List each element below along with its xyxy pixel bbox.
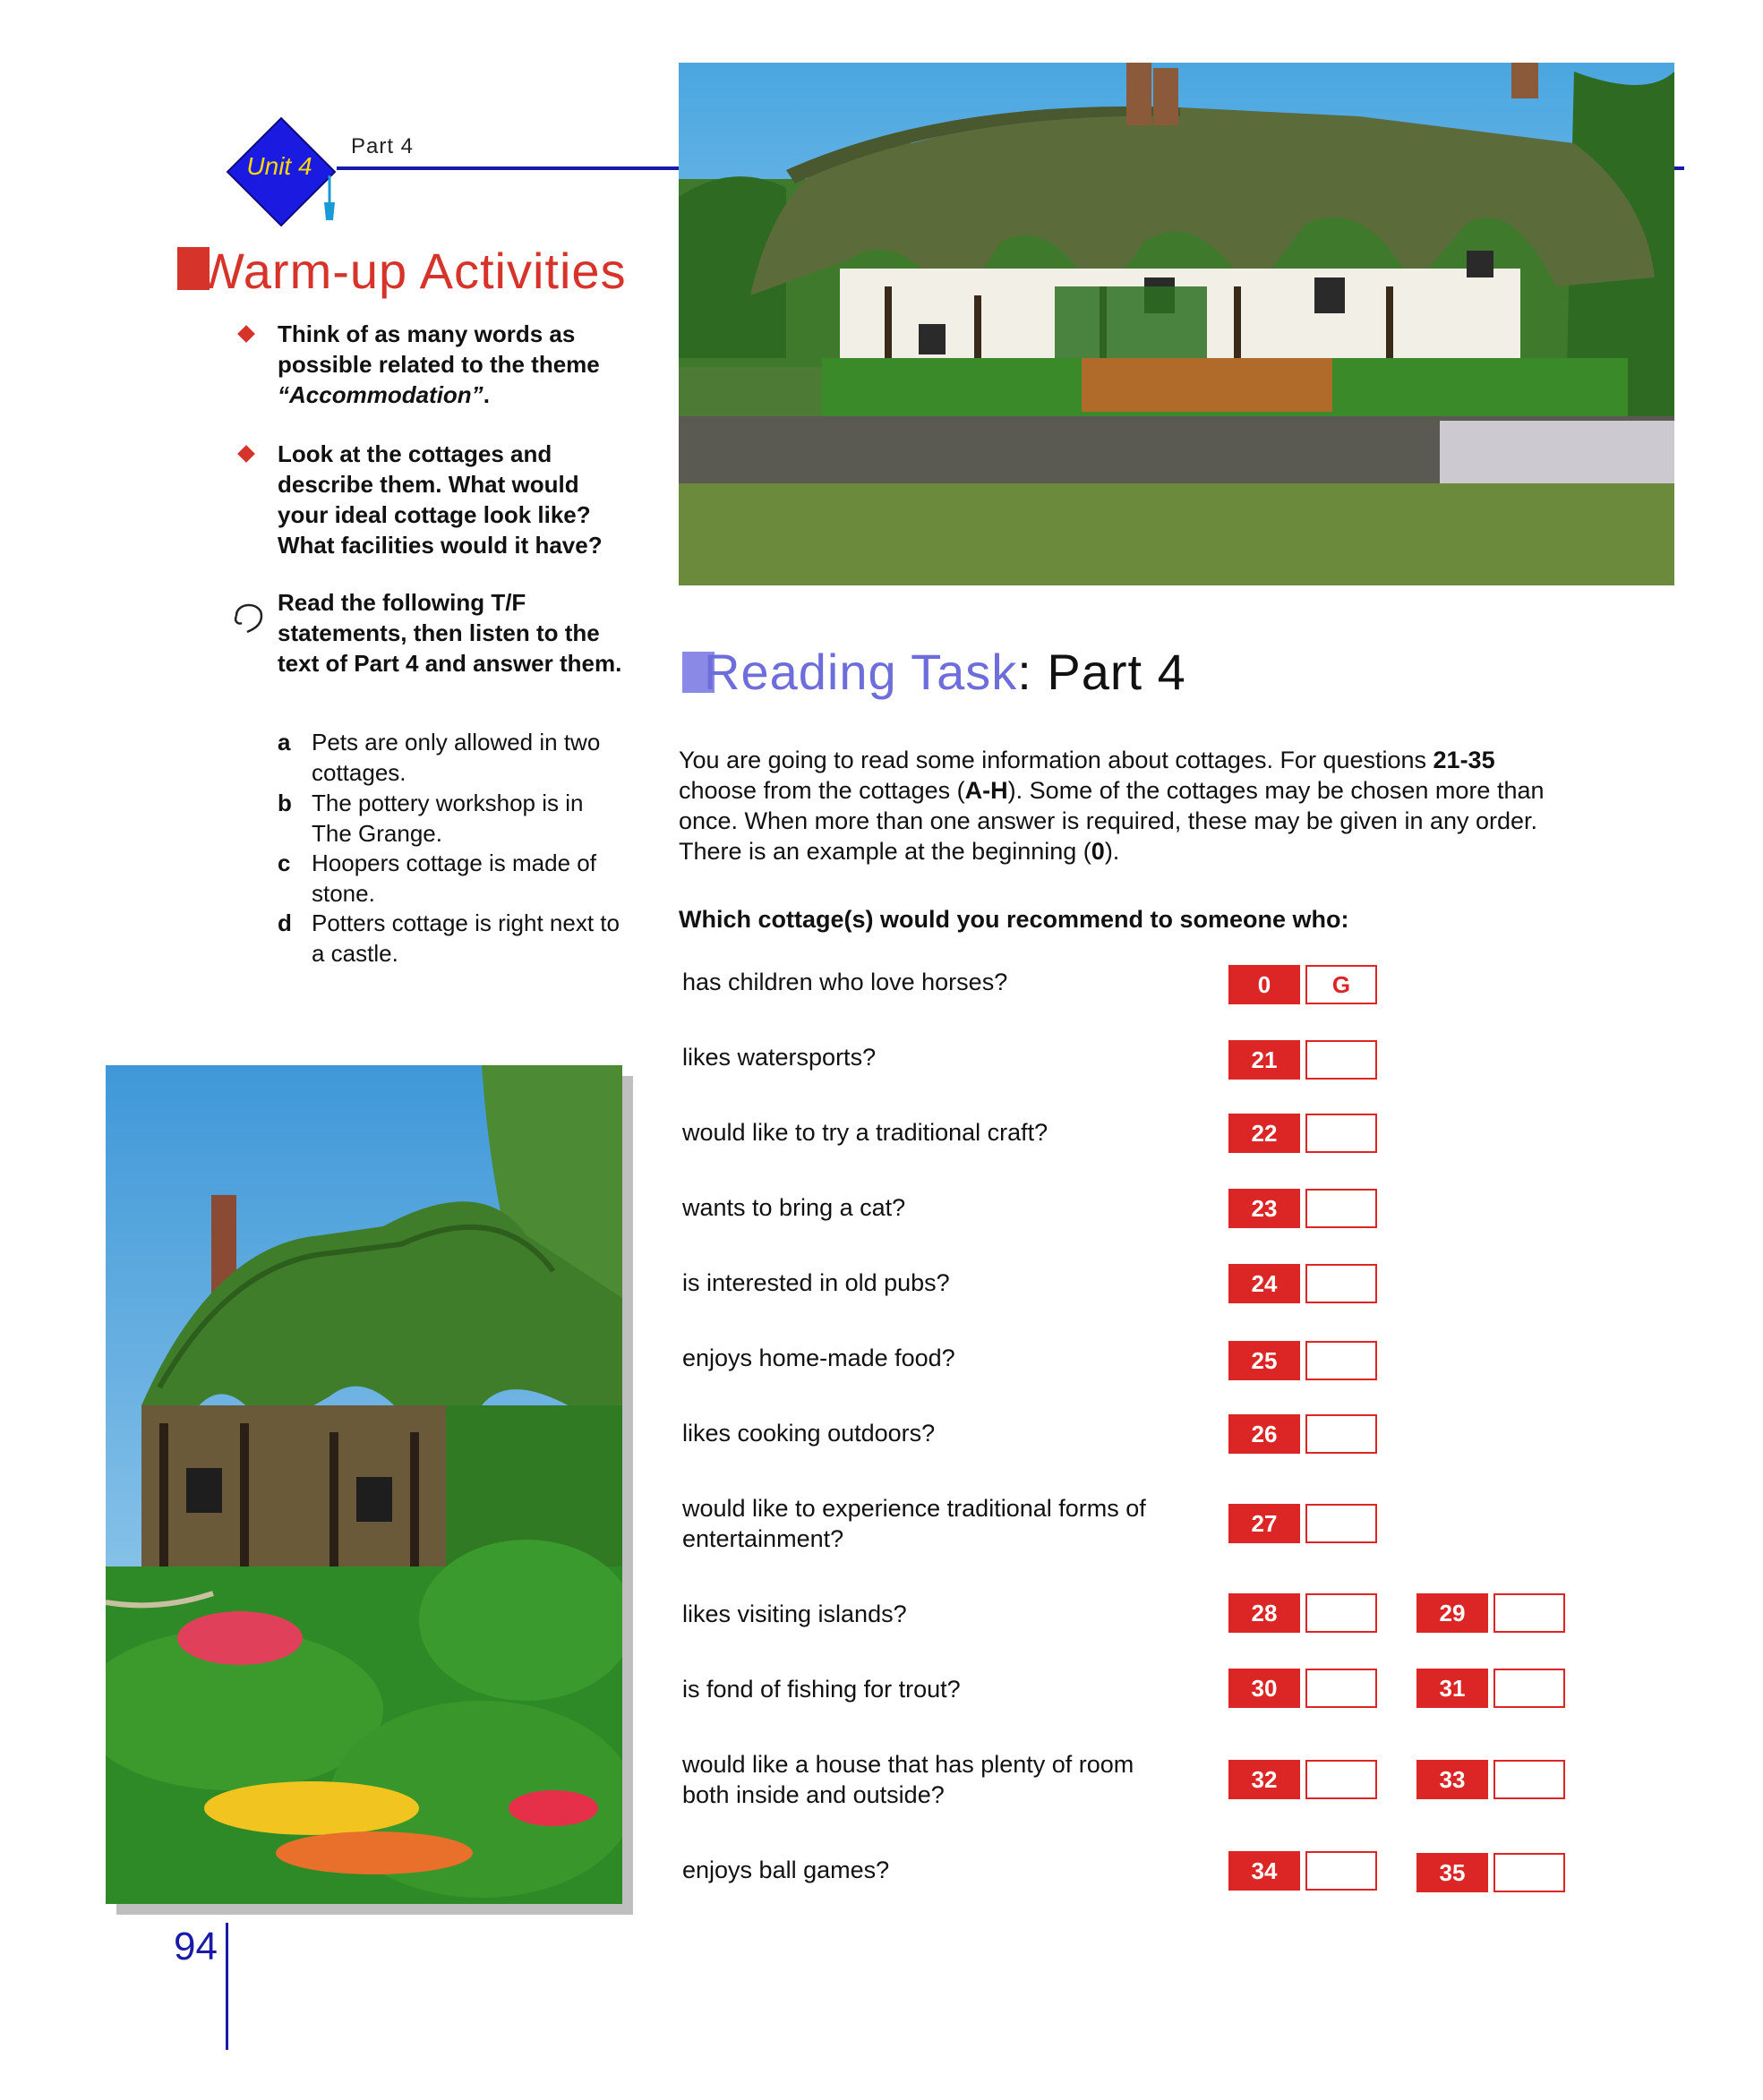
statement-letter: d bbox=[278, 909, 292, 936]
statement-c bbox=[278, 848, 627, 909]
warmup-item-1-text: Think of as many words as possible related to the theme bbox=[278, 320, 600, 378]
instructions-part: You are going to read some information about cottages. For questions bbox=[679, 747, 1434, 773]
instructions-part: ). Some of the cottages may be chosen more than once. When more than one answer is required, these may be given in any order. There is an example at the beginning ( bbox=[679, 777, 1545, 865]
instructions-part: choose from the cottages ( bbox=[679, 777, 965, 804]
question-23: wants to bring a cat? bbox=[682, 1194, 906, 1221]
answer-box[interactable] bbox=[1305, 1040, 1377, 1080]
answer-box[interactable] bbox=[1493, 1760, 1565, 1799]
answer-box[interactable] bbox=[1493, 1669, 1565, 1708]
question-number-badge: 21 bbox=[1228, 1040, 1300, 1080]
question-34-35: enjoys ball games? bbox=[682, 1857, 890, 1883]
warmup-title: Warm-up Activities bbox=[197, 243, 627, 299]
answer-box[interactable] bbox=[1305, 1504, 1377, 1543]
question-number-badge: 31 bbox=[1416, 1669, 1488, 1708]
part-label: Part 4 bbox=[351, 134, 415, 158]
answer-box[interactable] bbox=[1305, 1414, 1377, 1454]
instructions-example: 0 bbox=[1091, 838, 1105, 865]
question-number-badge: 23 bbox=[1228, 1189, 1300, 1228]
question-number-badge: 22 bbox=[1228, 1114, 1300, 1153]
page-number-divider bbox=[226, 1923, 228, 2050]
headphones-icon bbox=[231, 594, 267, 634]
statement-letter: c bbox=[278, 849, 291, 876]
question-26: likes cooking outdoors? bbox=[682, 1420, 936, 1447]
question-number-badge: 0 bbox=[1228, 965, 1300, 1004]
warmup-item-2: Look at the cottages and describe them. What would your ideal cottage look like? What facilities would it have? bbox=[278, 440, 603, 559]
statement-a bbox=[278, 727, 627, 788]
question-25: enjoys home-made food? bbox=[682, 1345, 955, 1371]
question-21: likes watersports? bbox=[682, 1044, 877, 1071]
instructions-part: ). bbox=[1104, 838, 1120, 865]
answer-box[interactable]: G bbox=[1305, 965, 1377, 1004]
question-number-badge: 25 bbox=[1228, 1341, 1300, 1380]
reading-task-title bbox=[704, 643, 1186, 701]
bullet-diamond-icon bbox=[237, 325, 255, 343]
answer-box[interactable] bbox=[1305, 1341, 1377, 1380]
question-number-badge: 32 bbox=[1228, 1760, 1300, 1799]
statement-letter: a bbox=[278, 729, 291, 755]
question-30-31: is fond of fishing for trout? bbox=[682, 1676, 961, 1703]
warmup-item-1 bbox=[278, 319, 636, 410]
reading-instructions bbox=[679, 745, 1574, 866]
question-prompt: Which cottage(s) would you recommend to someone who: bbox=[679, 906, 1349, 933]
question-number-badge: 29 bbox=[1416, 1593, 1488, 1633]
instructions-options: A-H bbox=[964, 777, 1008, 804]
question-number-badge: 24 bbox=[1228, 1264, 1300, 1303]
statement-b bbox=[278, 788, 627, 849]
statement-d bbox=[278, 908, 627, 969]
unit-label: Unit 4 bbox=[246, 152, 312, 180]
answer-box[interactable] bbox=[1305, 1669, 1377, 1708]
instructions-range: 21-35 bbox=[1433, 747, 1495, 773]
answer-box[interactable] bbox=[1305, 1851, 1377, 1891]
question-number-badge: 35 bbox=[1416, 1853, 1488, 1892]
question-number-badge: 27 bbox=[1228, 1504, 1300, 1543]
question-32-33: would like a house that has plenty of room both inside and outside? bbox=[682, 1751, 1134, 1808]
listen-instruction: Read the following T/F statements, then listen to the text of Part 4 and answer them. bbox=[278, 589, 622, 677]
warmup-item-1-end: . bbox=[483, 381, 490, 408]
question-number-badge: 30 bbox=[1228, 1669, 1300, 1708]
question-number-badge: 33 bbox=[1416, 1760, 1488, 1799]
answer-box[interactable] bbox=[1305, 1264, 1377, 1303]
answer-box[interactable] bbox=[1493, 1593, 1565, 1633]
answer-box[interactable] bbox=[1493, 1853, 1565, 1892]
answer-box[interactable] bbox=[1305, 1593, 1377, 1633]
warmup-item-1-theme: “Accommodation” bbox=[278, 381, 484, 408]
answer-box[interactable] bbox=[1305, 1760, 1377, 1799]
question-number-badge: 28 bbox=[1228, 1593, 1300, 1633]
thatched-cottages-photo bbox=[679, 63, 1674, 585]
reading-title-suffix: : Part 4 bbox=[1017, 644, 1186, 700]
statement-text: Pets are only allowed in two cottages. bbox=[312, 729, 601, 786]
question-27: would like to experience traditional forms of entertainment? bbox=[682, 1495, 1146, 1552]
question-22: would like to try a traditional craft? bbox=[682, 1119, 1048, 1146]
question-0: has children who love horses? bbox=[682, 969, 1008, 995]
answer-box[interactable] bbox=[1305, 1189, 1377, 1228]
reading-title-main: Reading Task bbox=[704, 644, 1018, 700]
cottage-garden-photo bbox=[106, 1065, 622, 1904]
answer-box[interactable] bbox=[1305, 1114, 1377, 1153]
question-number-badge: 26 bbox=[1228, 1414, 1300, 1454]
statement-letter: b bbox=[278, 790, 292, 816]
question-number-badge: 34 bbox=[1228, 1851, 1300, 1891]
statement-text: The pottery workshop is in The Grange. bbox=[312, 790, 584, 847]
statement-text: Potters cottage is right next to a castle. bbox=[312, 909, 620, 967]
statement-text: Hoopers cottage is made of stone. bbox=[312, 849, 596, 907]
bullet-diamond-icon bbox=[237, 445, 255, 463]
question-28-29: likes visiting islands? bbox=[682, 1601, 907, 1627]
page-number: 94 bbox=[174, 1925, 218, 1968]
question-24: is interested in old pubs? bbox=[682, 1269, 950, 1296]
